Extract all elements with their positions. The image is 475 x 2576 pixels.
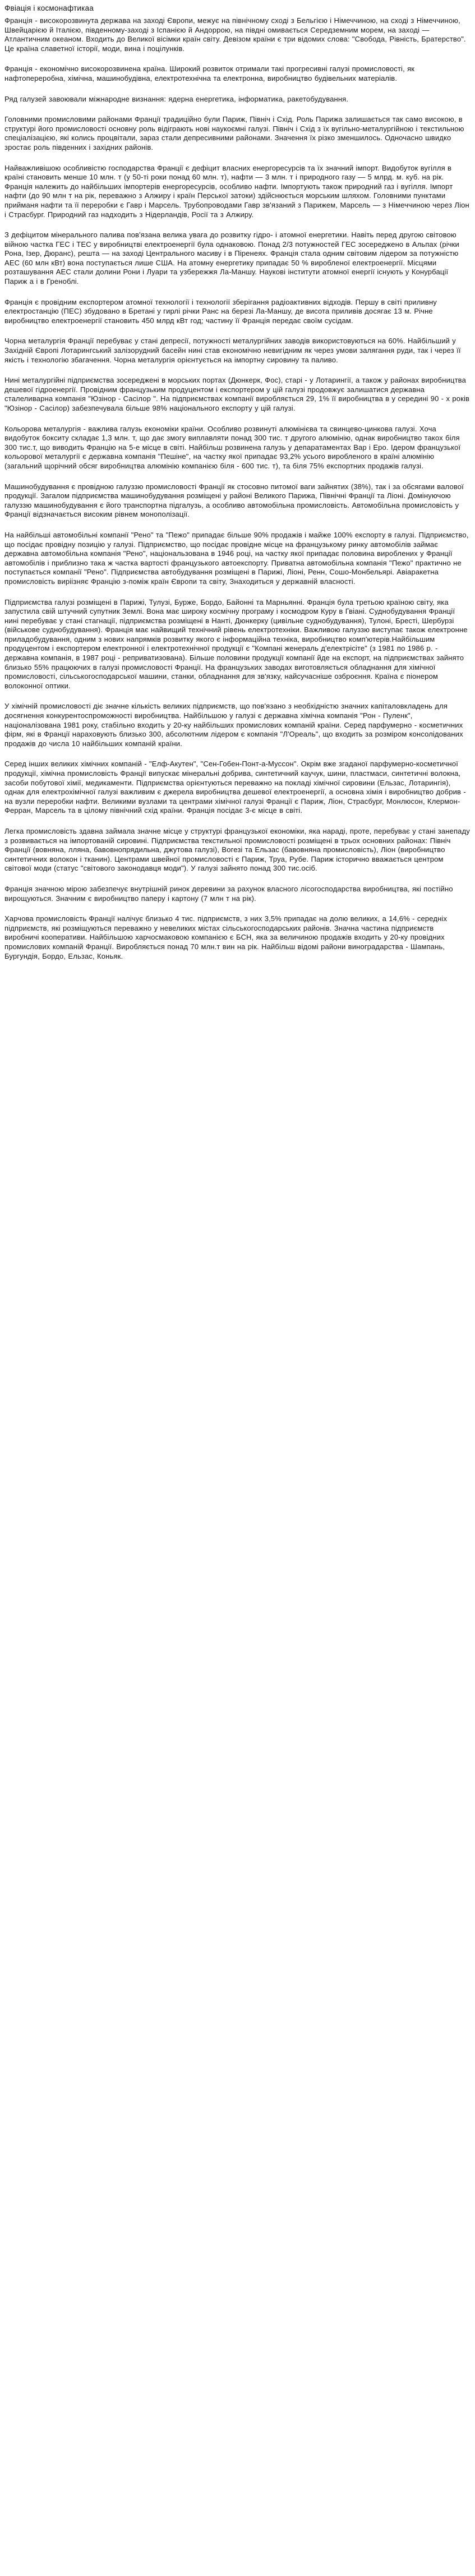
paragraph-timber: Франція значною мірою забезпечує внутрішній ринок деревини за рахунок власного лісогосподарства виробництва, які постійно вирощуються. Значним є виробництво паперу і картону (7 млн т на рік). bbox=[4, 884, 453, 903]
paragraph-chemical-industry: У хімічній промисловості діє значне кількість великих підприємств, що пов'язано з необхідністю значних капіталовкладень для досягнення конкурентоспроможності виробництва. Найбільшою у галузі є державна хімічна компанія "Рон - Пуленк", націоналізована 1981 року, стабільно входить у 20-ку найбільших промислових компаній країни. Серед парфумерно - косметичних фірм, які в Франції нараховують близько 300, абсолютним лідером є компанія "Л'Ореаль", що входить за розміром консолідованих продажів до числа 10 найбільших компаній країни. bbox=[4, 702, 463, 748]
paragraph-intro: Франція - високорозвинута держава на заході Європи, межує на північному сході з Бельгією і Німеччиною, на сході з Німеччиною, Швейцарією й Італією, південному-заході з Іспанією й Андоррою, на півдні омивається Середземним морем, на заході — Атлантичним океаном. Входить до Великої вісімки країн світу. Девізом країни є три відомих слова: "Свобода, Рівність, Братерство". Це країна славетної історії, моди, вина і поцілунків. bbox=[4, 16, 466, 53]
paragraph-industrial-regions: Головними промисловими районами Франції традиційно були Париж, Північ і Схід. Роль Парижа залишається так само високою, в структурі його промисловості основну роль відіграють нові наукоємні галузі. Північ і Схід з їх вугільно-металургійною і текстильною спеціалізацією, які колись процвітали, зараз стали депресивними районами. Значення їх різко зменшилось. Одночасно швидко зростає роль південних і західних районів. bbox=[4, 115, 464, 151]
paragraph-ferrous-metallurgy: Чорна металургія Франції перебуває у стані депресії, потужності металургійних заводів використовуються на 60%. Найбільший у Західній Європі Лотарингський залізорудний басейн нині став економічно невигідним як через умови залягання руди, так і через її якість і технологію збагачення. Чорна металургія орієнтується на імпортну сировину та паливо. bbox=[4, 337, 461, 364]
paragraph-economy: Франція - економічно високорозвинена країна. Широкий розвиток отримали такі прогресивні галузі промисловості, як нафтопереробна, хімічна, машинобудівна, електротехнічна та електронна, виробництво будівельних матеріалів. bbox=[4, 65, 415, 82]
paragraph-chemical-companies: Серед інших великих хімічних компаній - "Елф-Акутен", "Сен-Гобен-Понт-а-Муссон". Окрім вже згаданої парфумерно-косметичної продукції, хімічна промисловість Франції випускає мінеральні добрива, синтетичний каучук, шини, пластмаси, синтетичні волокна, засоби побутової хімії, медикаменти. Підприємства орієнтуються переважно на покладі хімічної сировини (Ельзас, Лотарингія), однак для електрохімічної галузі важливим є джерела виробництва дешевої електроенергії, а основна хімія і виробництво добрив - на вузли переробки нафти. Великими вузлами та центрами хімічної галузі Франції є Париж, Ліон, Страсбург, Монлюсон, Клермон-Ферран, Марсель та в цілому північний схід країни. Франція посідає 3-є місце в світі. bbox=[4, 760, 466, 815]
paragraph-food-industry: Харчова промисловість Франції налічує близько 4 тис. підприємств, з них 3,5% припадає на долю великих, а 14,6% - середніх підприємств, які розміщуються переважно у невеликих містах сільськогосподарських районів. Значна частина підприємств виробничі кооперативи. Найбільшою харчосмаковою компанією є БСН, яка за величиною продажів входить у 20-ку провідних промислових компаній Франції. Виробляється понад 70 млн.т вин на рік. Найбільш відомі райони виноградарства - Шампань, Бургундія, Бордо, Ельзас, Коньяк. bbox=[4, 914, 448, 960]
article-title: Фвіація і космонафтикаа bbox=[4, 4, 94, 12]
article-body bbox=[4, 16, 471, 961]
paragraph-recognized-industries: Ряд галузей завоювали міжнародне визнання: ядерна енергетика, інформатика, ракетобудування. bbox=[4, 94, 349, 103]
paragraph-nuclear-export: Франція є провідним експортером атомної технології і технології зберігання радіоактивних відходів. Першу в світі приливну електростанцію (ПЕС) збудовано в Бретані у гирлі річки Ранс на березі Ла-Маншу, де висота приливів досягає 13 м. Річне виробництво електроенергії становить 450 млрд кВт год; частину її Франція передає своїм сусідам. bbox=[4, 297, 437, 325]
paragraph-automotive: На найбільші автомобільні компанії "Рено" та "Пежо" припадає більше 90% продажів і майже 100% експорту в галузі. Підприємство, що посідає провідну позицію у галузі. Підприємство, що посідає провідне місце на французькому ринку автомобілів займає державна автомобільна компанія "Рено", національзована в 1946 році, на частку якої припадає половина вироблених у Франції автомобілів і приблизно така ж частка вартості французького автоекспорту. Приватна автомобільна компанія "Пежо" практично не поступається компанії "Рено". Підприємства автобудування розміщені в Парижі, Ліоні, Ренн, Сошо-Монбельярі. Авіаракетна промисловість виріізняє Францію з-поміж країн Європи та світу, Знаходиться у державній власності. bbox=[4, 530, 469, 586]
paragraph-light-industry: Легка промисловість здавна займала значне місце у структурі французької економіки, яка нараді, проте, перебуває у стані занепаду з розвивається на імпортованій сировині. Підприємства текстильної промисловості розміщені в трьох основних районах: Північ Франції (вовняна, лляна, бавовнопрядильна, джутова галузі), Вогезі та Ельзас (бавовняна промисловість), Ліон (виробництво синтетичних волокон і тканин). Центрами швейної промисловості є Париж, Труа, Рубе. Париж історично вважається центром світової моди (статус "світового законодавця моди"). У галузі зайнято понад 300 тис.осіб. bbox=[4, 826, 470, 873]
paragraph-nonferrous-metallurgy: Кольорова металургія - важлива галузь економіки країни. Особливо розвинуті алюмінієва та свинцево-цинкова галузі. Хоча видобуток бокситу складає 1,3 млн. т, що дає змогу виплавляти понад 300 тис. т другого алюмінію, однак виробництво такох біля 300 тис.т, що виводить Францію на 5-е місце в світі. Найбільш розвинена галузь у депаратаментах Вар і Ерo. Ідером французької кольорової металургії є державна компанія "Пешіне", на частку якої припадає 93,2% усього виробленого в країні алюмінію (загальний щорічний обсяг виробництва алюмінію компанією біля - 600 тис. т), та біля 75% експортних продажів галузі. bbox=[4, 424, 461, 470]
paragraph-aerospace-electronics: Підприємства галузі розміщені в Парижі, Тулузі, Бурже, Бордо, Байонні та Марньянні. Франція була третьою країною світу, яка запустила свій штучний супутник Землі. Вона має широку космічну програму і космодром Куру в Гвіані. Суднобудування Франції нині перебуває у стані стагнації, підприємства розміщені в Нанті, Дюнкерку (цивільне суднобудування), Тулоні, Бресті, Шербурзі (військове суднобудування). Франція має найвищий технічний рівень електротехніки. Важливою галуззю виступає також електронне приладобудування, одним з нових напрямків розвитку якого є інформаційна техніка, виробництво комп'ютерів.Найбільшим продуцентом і експортером електронної і електротехнічної продукції є "Компані женераль д'електрісіте" (з 1981 по 1986 р. - державна компанія, в 1987 році - реприватизована). Більше половини продукції компанії йде на експорт, на підприємствах зайнято близько 55% працюючих в галузі промисловості Франції. На французьких заводах виготовляється обладнання для хімічної промисловості, сільськогосподарської машини, станки, обладнання для зв'язку, найсучасніше озброєння. Країна є піонером волоконної оптики. bbox=[4, 597, 468, 690]
article bbox=[0, 0, 475, 961]
paragraph-energy-deficit: Найважливішою особливістю господарства Франції є дефіцит власних енергоресурсів та їх значний імпорт. Видобуток вугілля в країні становить менше 10 млн. т (у 50-ті роки понад 60 млн. т), нафти — 3 млн. т і природного газу — 5 млрд. м. куб. на рік. Франція належить до найбільших імпортерів енергоресурсів, особливо нафти. Імпортують також природний газ і вугілля. Імпорт нафти (до 90 млн т на рік, переважно з Алжиру і країн Перської затоки) здійснюється морським шляхом. Головними пунктами прийманя нафти та її переробки є Гавр і Марсель. Трубопроводами Гавр зв'язаний з Парижем, Марсель — з Німеччиною через Ліон і Страсбург. Природний газ надходить з Нідерландів, Росії та з Алжиру. bbox=[4, 163, 469, 219]
paragraph-hydro-nuclear: З дефіцитом мінерального палива пов'язана велика увага до розвитку гідро- і атомної енергетики. Навіть перед другою світовою війною частка ГЕС і ТЕС у виробництві електроенергії була однаковою. Понад 2/3 потужностей ГЕС зосереджено в Альпах (річки Рона, Ізер, Дюранс), решта — на заході Центрального масиву і в Піренеях. Франція стала одним світовим лідером за потужністю АЕС (60 млн кВт) вона поступається лише США. На атомну енергетику припадає 50 % виробленої електроенергії. Місцями розташування АЕС стали долини Рони і Луари та узбережжя Ла-Маншу. Наукові інститути атомної енергії існують у Конурбації Париж а і в Греноблі. bbox=[4, 231, 459, 286]
paragraph-metallurgy-plants: Нині металургійні підприємства зосереджені в морських портах (Дюнкерк, Фос), старі - у Лотарингії, а також у районах виробництва дешевої гідроенергії. Провідним французьким продуцентом і експортером у цій галузі продовжує залишатися державна сталеливарна компанія "Юзінор - Сасілор ". На підприємствах компанії виробляється 29, 1% її виробництва в у середині 90 - х років "Юзінор - Сасілор) забезпечувала більше 98% національного експорту у цій галузі. bbox=[4, 376, 470, 412]
paragraph-machine-building: Машинобудування є провідною галуззю промисловості Франції як стосовно питомої ваги зайнятих (38%), так і за обсягами валової продукції. Загалом підприємства машинобудування розміщені у районі Великого Парижа, Північні Франції та Ліоні. Домінуючою галуззю машинобудування є його транспортна підгалузь, а особливо автомобільна промисловість. Автомобільна промисловість у Франції відзначається високим рівнем монополізації. bbox=[4, 482, 464, 519]
